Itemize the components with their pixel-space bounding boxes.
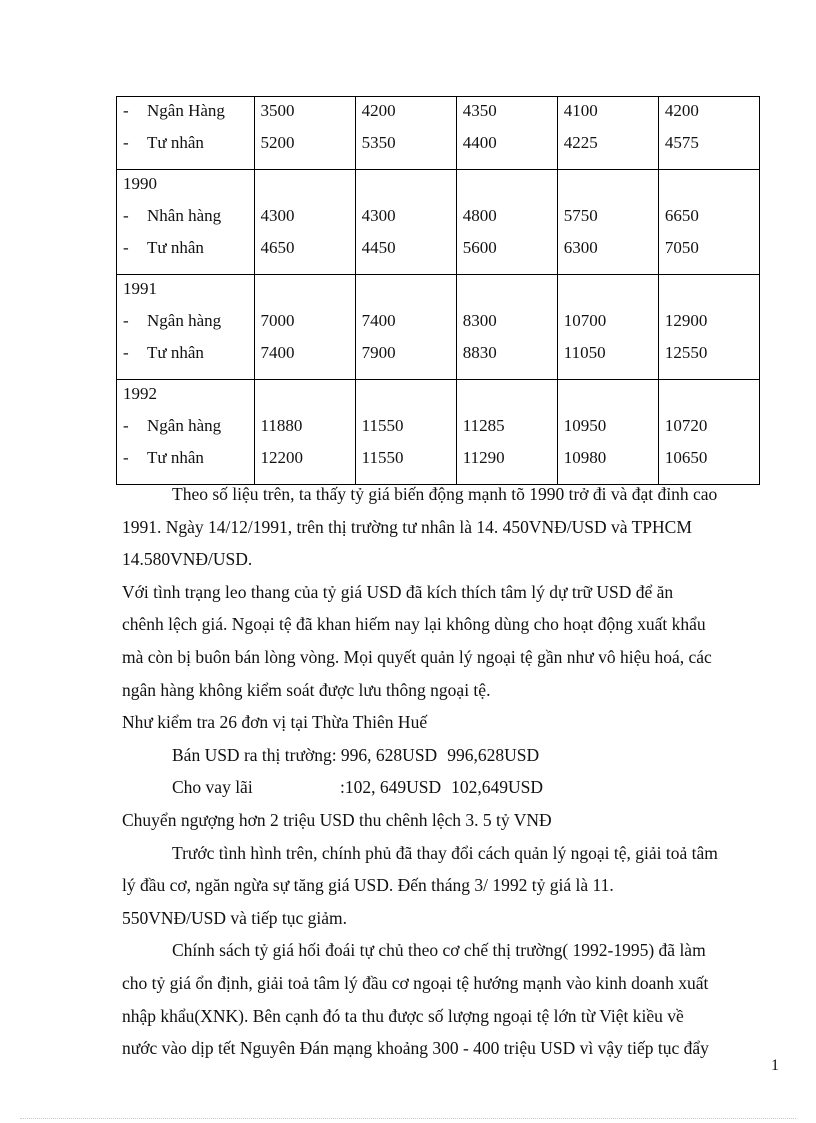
row-label: - Ngân Hàng bbox=[123, 101, 225, 120]
label-cell bbox=[117, 380, 255, 485]
row-label: - Tư nhân bbox=[123, 448, 204, 467]
value-cell: 6650 7050 bbox=[658, 170, 759, 275]
paragraph-line: 550VNĐ/USD và tiếp tục giảm. bbox=[122, 907, 348, 928]
label-cell bbox=[117, 170, 255, 275]
year-label: 1990 bbox=[123, 174, 157, 193]
value-cell: 4800 5600 bbox=[456, 170, 557, 275]
paragraph-line: Theo số liệu trên, ta thấy tỷ giá biến động mạnh tõ 1990 trở đi và đạt đỉnh cao bbox=[172, 484, 718, 504]
paragraph-line: nhập khẩu(XNK). Bên cạnh đó ta thu được số lượng ngoại tệ lớn từ Việt kiều về bbox=[122, 1005, 684, 1026]
paragraph-line: chênh lệch giá. Ngoại tệ đã khan hiếm nay lại không dùng cho hoạt động xuất khẩu bbox=[122, 614, 706, 635]
value-cell: 4100 4225 bbox=[557, 97, 658, 170]
value-cell: 11285 11290 bbox=[456, 380, 557, 485]
paragraph-line: cho tỷ giá ổn định, giải toả tâm lý đầu cơ ngoại tệ hướng mạnh vào kinh doanh xuất bbox=[122, 972, 709, 993]
paragraph-line: 14.580VNĐ/USD. bbox=[122, 549, 253, 570]
row-label: - Nhân hàng bbox=[123, 206, 222, 225]
value-cell: 10720 10650 bbox=[658, 380, 759, 485]
value-cell: 5750 6300 bbox=[557, 170, 658, 275]
page-bottom-divider bbox=[20, 1118, 796, 1119]
year-label: 1991 bbox=[123, 279, 157, 298]
table-row bbox=[117, 97, 760, 170]
paragraph-line: Với tình trạng leo thang của tỷ giá USD đã kích thích tâm lý dự trữ USD để ăn bbox=[122, 581, 674, 602]
value-cell: 7400 7900 bbox=[355, 275, 456, 380]
table-row bbox=[117, 380, 760, 485]
year-label: 1992 bbox=[123, 384, 157, 403]
value-cell: 4300 4650 bbox=[254, 170, 355, 275]
value-cell: 8300 8830 bbox=[456, 275, 557, 380]
paragraph-line: Như kiểm tra 26 đơn vị tại Thừa Thiên Huế bbox=[122, 712, 428, 733]
paragraph-line: 1991. Ngày 14/12/1991, trên thị trường tư nhân là 14. 450VNĐ/USD và TPHCM bbox=[122, 516, 692, 537]
row-label: - Ngân hàng bbox=[123, 311, 222, 330]
label-cell bbox=[117, 275, 255, 380]
body-text bbox=[122, 478, 782, 1065]
paragraph-line: nước vào dịp tết Nguyên Đán mạng khoảng 300 - 400 triệu USD vì vậy tiếp tục đẩy bbox=[122, 1038, 709, 1059]
page-number: 1 bbox=[771, 1057, 779, 1074]
table-row bbox=[117, 170, 760, 275]
value-cell: 12900 12550 bbox=[658, 275, 759, 380]
list-item: Bán USD ra thị trường: 996, 628USD 996,628USD bbox=[172, 744, 540, 765]
value-cell: 11880 12200 bbox=[254, 380, 355, 485]
value-cell: 10950 10980 bbox=[557, 380, 658, 485]
row-label: - Tư nhân bbox=[123, 133, 204, 152]
value-cell: 7000 7400 bbox=[254, 275, 355, 380]
paragraph-line: mà còn bị buôn bán lòng vòng. Mọi quyết quản lý ngoại tệ gần như vô hiệu hoá, các bbox=[122, 646, 712, 667]
value-cell: 3500 5200 bbox=[254, 97, 355, 170]
row-label: - Ngân hàng bbox=[123, 416, 222, 435]
paragraph-line: Chuyển ngượng hơn 2 triệu USD thu chênh lệch 3. 5 tỷ VNĐ bbox=[122, 809, 552, 830]
value-cell: 4300 4450 bbox=[355, 170, 456, 275]
value-cell: 4350 4400 bbox=[456, 97, 557, 170]
paragraph-line: Chính sách tỷ giá hối đoái tự chủ theo cơ chế thị trường( 1992-1995) đã làm bbox=[172, 940, 706, 961]
value-cell: 4200 4575 bbox=[658, 97, 759, 170]
exchange-rate-table bbox=[116, 96, 760, 485]
value-cell: 10700 11050 bbox=[557, 275, 658, 380]
value-cell: 11550 11550 bbox=[355, 380, 456, 485]
paragraph-line: lý đầu cơ, ngăn ngừa sự tăng giá USD. Đến tháng 3/ 1992 tỷ giá là 11. bbox=[122, 875, 614, 896]
paragraph-line: ngân hàng không kiểm soát được lưu thông ngoại tệ. bbox=[122, 679, 491, 700]
list-item: Cho vay lãi :102, 649USD 102,649USD bbox=[172, 777, 544, 798]
paragraph-line: Trước tình hình trên, chính phủ đã thay đổi cách quản lý ngoại tệ, giải toả tâm bbox=[172, 842, 718, 863]
label-cell bbox=[117, 97, 255, 170]
value-cell: 4200 5350 bbox=[355, 97, 456, 170]
row-label: - Tư nhân bbox=[123, 238, 204, 257]
row-label: - Tư nhân bbox=[123, 343, 204, 362]
table-row bbox=[117, 275, 760, 380]
